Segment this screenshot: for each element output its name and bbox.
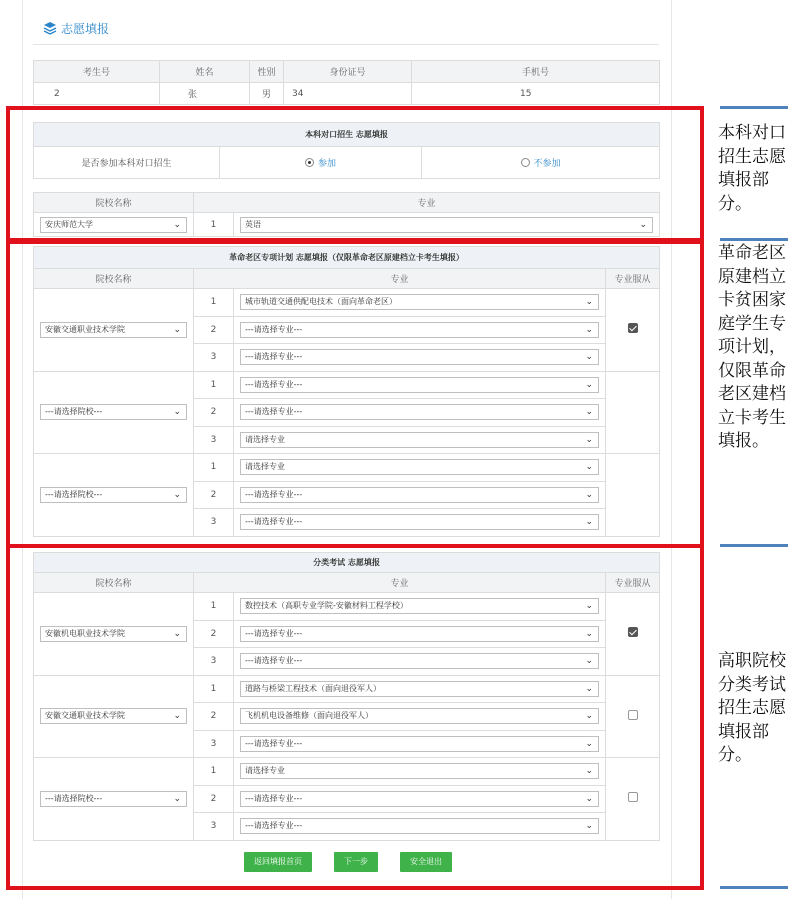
fl-title: 分类考试 志愿填报 <box>34 553 660 573</box>
major-order-number: 1 <box>194 289 234 317</box>
school-select-value: ---请选择院校--- <box>45 407 103 417</box>
major-select-value: 飞机机电设备维修（面向退役军人） <box>245 711 373 721</box>
note-bar <box>720 238 788 241</box>
major-order-number: 3 <box>194 344 234 372</box>
school-select-value: ---请选择院校--- <box>45 489 103 499</box>
major-order-number: 1 <box>194 454 234 482</box>
name-value: 张 <box>160 83 250 105</box>
col-id-number: 身份证号 <box>284 61 412 83</box>
note-undergrad: 本科对口招生志愿填报部分。 <box>718 123 786 214</box>
major-order-number: 1 <box>194 371 234 399</box>
layers-icon <box>43 21 57 35</box>
major-select-value: ---请选择专业--- <box>245 517 303 527</box>
undergrad-question: 是否参加本科对口招生 <box>34 147 220 179</box>
major-select-value: 请选择专业 <box>245 462 285 472</box>
major-order-number: 3 <box>194 426 234 454</box>
col-gender: 性别 <box>250 61 284 83</box>
major-order-number: 3 <box>194 813 234 841</box>
major-order-number: 3 <box>194 509 234 537</box>
chevron-down-icon: ⌄ <box>585 711 593 722</box>
gender-value: 男 <box>250 83 284 105</box>
major-select-value: ---请选择专业--- <box>245 821 303 831</box>
major-select-value: ---请选择专业--- <box>245 656 303 666</box>
back-home-button[interactable]: 返回填报首页 <box>244 852 312 872</box>
school-select-value: 安徽交通职业技术学院 <box>45 711 125 721</box>
chevron-down-icon: ⌄ <box>585 656 593 667</box>
major-order-number: 2 <box>194 703 234 731</box>
chevron-down-icon: ⌄ <box>585 517 593 528</box>
chevron-down-icon: ⌄ <box>585 407 593 418</box>
highlight-undergrad <box>6 106 704 244</box>
major-order-number: 3 <box>194 730 234 758</box>
major-order-number: 1 <box>194 675 234 703</box>
chevron-down-icon: ⌄ <box>585 352 593 363</box>
chevron-down-icon: ⌄ <box>585 324 593 335</box>
major-order-number: 1 <box>194 593 234 621</box>
undergrad-major-value: 英语 <box>245 219 261 229</box>
phone-value: 15 <box>412 83 660 105</box>
col-phone: 手机号 <box>412 61 660 83</box>
chevron-down-icon: ⌄ <box>173 219 181 230</box>
chevron-down-icon: ⌄ <box>173 711 181 722</box>
undergrad-major-num: 1 <box>194 213 234 237</box>
radio-not-join-label: 不参加 <box>533 159 561 169</box>
chevron-down-icon: ⌄ <box>173 793 181 804</box>
chevron-down-icon: ⌄ <box>173 489 181 500</box>
chevron-down-icon: ⌄ <box>173 628 181 639</box>
chevron-down-icon: ⌄ <box>173 407 181 418</box>
col-name: 姓名 <box>160 61 250 83</box>
major-select-value: ---请选择专业--- <box>245 379 303 389</box>
major-select-value: 请选择专业 <box>245 766 285 776</box>
major-select-value: ---请选择专业--- <box>245 324 303 334</box>
note-bar <box>720 106 788 109</box>
fl-col-obey: 专业服从 <box>606 573 660 593</box>
chevron-down-icon: ⌄ <box>639 219 648 230</box>
major-select-value: ---请选择专业--- <box>245 793 303 803</box>
info-header-row <box>34 61 660 83</box>
school-select-value: ---请选择院校--- <box>45 793 103 803</box>
id-number-value: 34 <box>284 83 412 105</box>
chevron-down-icon: ⌄ <box>585 766 593 777</box>
fl-col-school: 院校名称 <box>34 573 194 593</box>
major-select-value: ---请选择专业--- <box>245 489 303 499</box>
undergrad-title: 本科对口招生 志愿填报 <box>34 123 660 147</box>
major-select-value: ---请选择专业--- <box>245 628 303 638</box>
chevron-down-icon: ⌄ <box>585 683 593 694</box>
gl-col-obey: 专业服从 <box>606 269 660 289</box>
note-bar <box>720 544 788 547</box>
major-select-value: 城市轨道交通供配电技术（面向革命老区） <box>245 297 397 307</box>
exam-no-value: 2 <box>34 83 160 105</box>
chevron-down-icon: ⌄ <box>585 601 593 612</box>
major-select-value: ---请选择专业--- <box>245 407 303 417</box>
chevron-down-icon: ⌄ <box>585 628 593 639</box>
major-order-number: 2 <box>194 620 234 648</box>
chevron-down-icon: ⌄ <box>173 324 181 335</box>
chevron-down-icon: ⌄ <box>585 434 593 445</box>
fl-col-major: 专业 <box>194 573 606 593</box>
gl-col-school: 院校名称 <box>34 269 194 289</box>
chevron-down-icon: ⌄ <box>585 297 593 308</box>
major-order-number: 2 <box>194 399 234 427</box>
major-order-number: 2 <box>194 316 234 344</box>
undergrad-school-value: 安庆师范大学 <box>45 219 93 229</box>
note-old-revolutionary: 革命老区原建档立卡贫困家庭学生专项计划，仅限革命老区建档立卡考生填报。 <box>718 243 786 451</box>
chevron-down-icon: ⌄ <box>585 821 593 832</box>
gl-title: 革命老区专项计划 志愿填报（仅限革命老区原建档立卡考生填报） <box>34 247 660 269</box>
highlight-old-revolutionary <box>6 238 704 548</box>
note-classified-exam: 高职院校分类考试招生志愿填报部分。 <box>718 651 786 765</box>
school-select-value: 安徽机电职业技术学院 <box>45 628 125 638</box>
school-select-value: 安徽交通职业技术学院 <box>45 324 125 334</box>
chevron-down-icon: ⌄ <box>585 462 593 473</box>
major-order-number: 3 <box>194 648 234 676</box>
gl-col-major: 专业 <box>194 269 606 289</box>
col-school: 院校名称 <box>34 193 194 213</box>
chevron-down-icon: ⌄ <box>585 379 593 390</box>
highlight-classified-exam <box>6 544 704 890</box>
col-exam-no: 考生号 <box>34 61 160 83</box>
major-select-value: 请选择专业 <box>245 434 285 444</box>
major-select-value: 道路与桥梁工程技术（面向退役军人） <box>245 683 381 693</box>
safe-exit-button[interactable]: 安全退出 <box>400 852 452 872</box>
chevron-down-icon: ⌄ <box>585 738 593 749</box>
major-order-number: 2 <box>194 481 234 509</box>
page-title: 志愿填报 <box>61 21 110 36</box>
major-order-number: 1 <box>194 758 234 786</box>
header-divider <box>33 44 659 45</box>
major-select-value: 数控技术（高职专业学院-安徽材料工程学校） <box>245 601 408 611</box>
col-major: 专业 <box>194 193 660 213</box>
note-bar <box>720 886 788 889</box>
major-order-number: 2 <box>194 785 234 813</box>
major-select-value: ---请选择专业--- <box>245 738 303 748</box>
major-select-value: ---请选择专业--- <box>245 352 303 362</box>
candidate-info-table <box>33 60 660 105</box>
chevron-down-icon: ⌄ <box>585 489 593 500</box>
next-button[interactable]: 下一步 <box>334 852 378 872</box>
info-value-row <box>34 83 660 105</box>
chevron-down-icon: ⌄ <box>585 793 593 804</box>
page-header <box>43 16 109 40</box>
radio-join-label: 参加 <box>317 159 336 169</box>
